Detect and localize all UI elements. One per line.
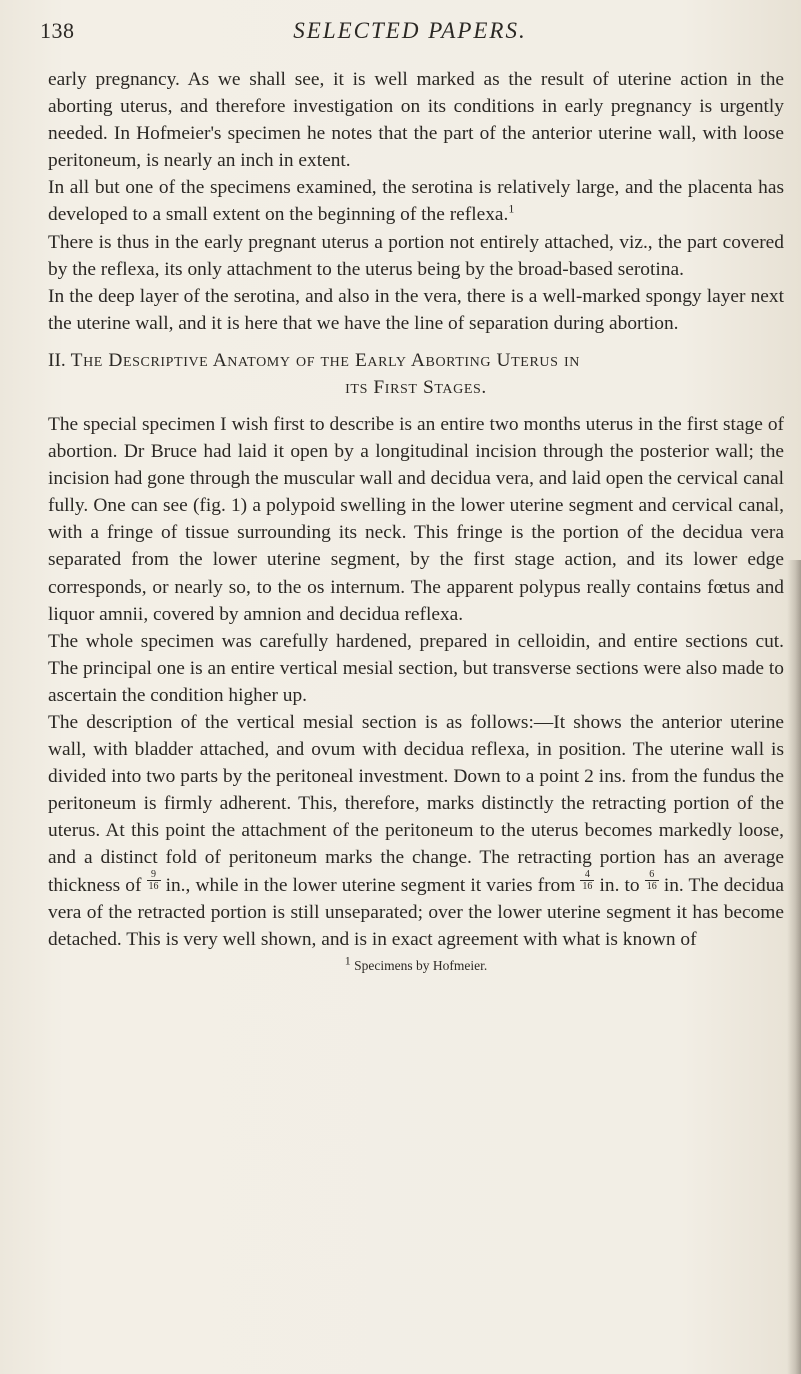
section-heading-line [48,347,784,374]
paragraph-text: in. to [599,874,640,896]
fraction [147,868,161,892]
fraction-denominator: 16 [582,880,593,892]
fraction [580,868,594,892]
paragraph: early pregnancy. As we shall see, it is well marked as the result of uterine action in the aborting uterus, and therefore investigation on its conditions in early pregnancy is urgently needed. In Hofmeier's specimen he notes that the part of the anterior uterine wall, with loose peritoneum, is nearly an inch in extent. [48,69,784,172]
footnote [48,953,784,975]
page-header [40,14,780,54]
fraction [645,868,659,892]
fraction-numerator: 9 [151,868,156,880]
paragraph [48,174,784,228]
footnote-text: Specimens by Hofmeier. [354,957,488,973]
paragraph: The whole specimen was carefully hardened, prepared in celloidin, and entire sections cut. The principal one is an entire vertical mesial section, but transverse sections were also made to ascertain the condition higher up. [48,630,784,706]
fraction-denominator: 16 [148,880,159,892]
body-text [48,66,784,975]
paragraph [48,709,784,953]
section-title-line2: its First Stages. [345,376,487,398]
paragraph-text: In all but one of the specimens examined, the serotina is relatively large, and the placenta has developed to a small extent on the beginning of the reflexa. [48,177,784,226]
paragraph: The special specimen I wish first to describe is an entire two months uterus in the first stage of abortion. Dr Bruce had laid it open by a longitudinal incision through the posterior wall; the incision had gone through the muscular wall and decidua vera, and laid open the cervical canal fully. One can see (fig. 1) a polypoid swelling in the lower uterine segment and cervical canal, with a fringe of tissue surrounding its neck. This fringe is the portion of the decidua vera separated from the lower uterine segment, by the first stage action, and its lower edge corresponds, or nearly so, to the os internum. The apparent polypus really contains fœtus and liquor amnii, covered by amnion and decidua reflexa. [48,413,784,625]
fraction-denominator: 16 [646,880,657,892]
paragraph-text: in. The decidua vera of the retracted portion is still unseparated; over the lower uterine segment it has become detached. This is very well shown, and is in exact agreement with what is known of [48,874,784,950]
fraction-numerator: 6 [649,868,655,880]
fraction-numerator: 4 [584,868,590,880]
paragraph: There is thus in the early pregnant uterus a portion not entirely attached, viz., the part covered by the reflexa, its only attachment to the uterus being by the broad-based serotina. [48,231,784,280]
page-number: 138 [40,18,75,43]
running-title: SELECTED PAPERS. [293,18,527,43]
page-edge-shadow [787,560,801,1374]
section-number: II. [48,349,66,371]
section-title-line1: The Descriptive Anatomy of the Early Aborting Uterus in [70,349,580,371]
footnote-marker: 1 [344,953,351,968]
section-heading [48,347,784,401]
footnote-reference: 1 [508,202,515,216]
paragraph-text: The description of the vertical mesial section is as follows:—It shows the anterior uterine wall, with bladder attached, and ovum with decidua reflexa, in position. The uterine wall is divided into two parts by the peritoneal investment. Down to a point 2 ins. from the fundus the peritoneum is firmly adherent. This, therefore, marks distinctly the retracting portion of the uterus. At this point the attachment of the peritoneum to the uterus becomes markedly loose, and a distinct fold of peritoneum marks the change. The retracting portion has an average thickness of [48,711,784,896]
paragraph: In the deep layer of the serotina, and also in the vera, there is a well-marked spongy layer next the uterine wall, and it is here that we have the line of separation during abortion. [48,285,784,334]
paragraph-text: in., while in the lower uterine segment it varies from [165,874,576,896]
